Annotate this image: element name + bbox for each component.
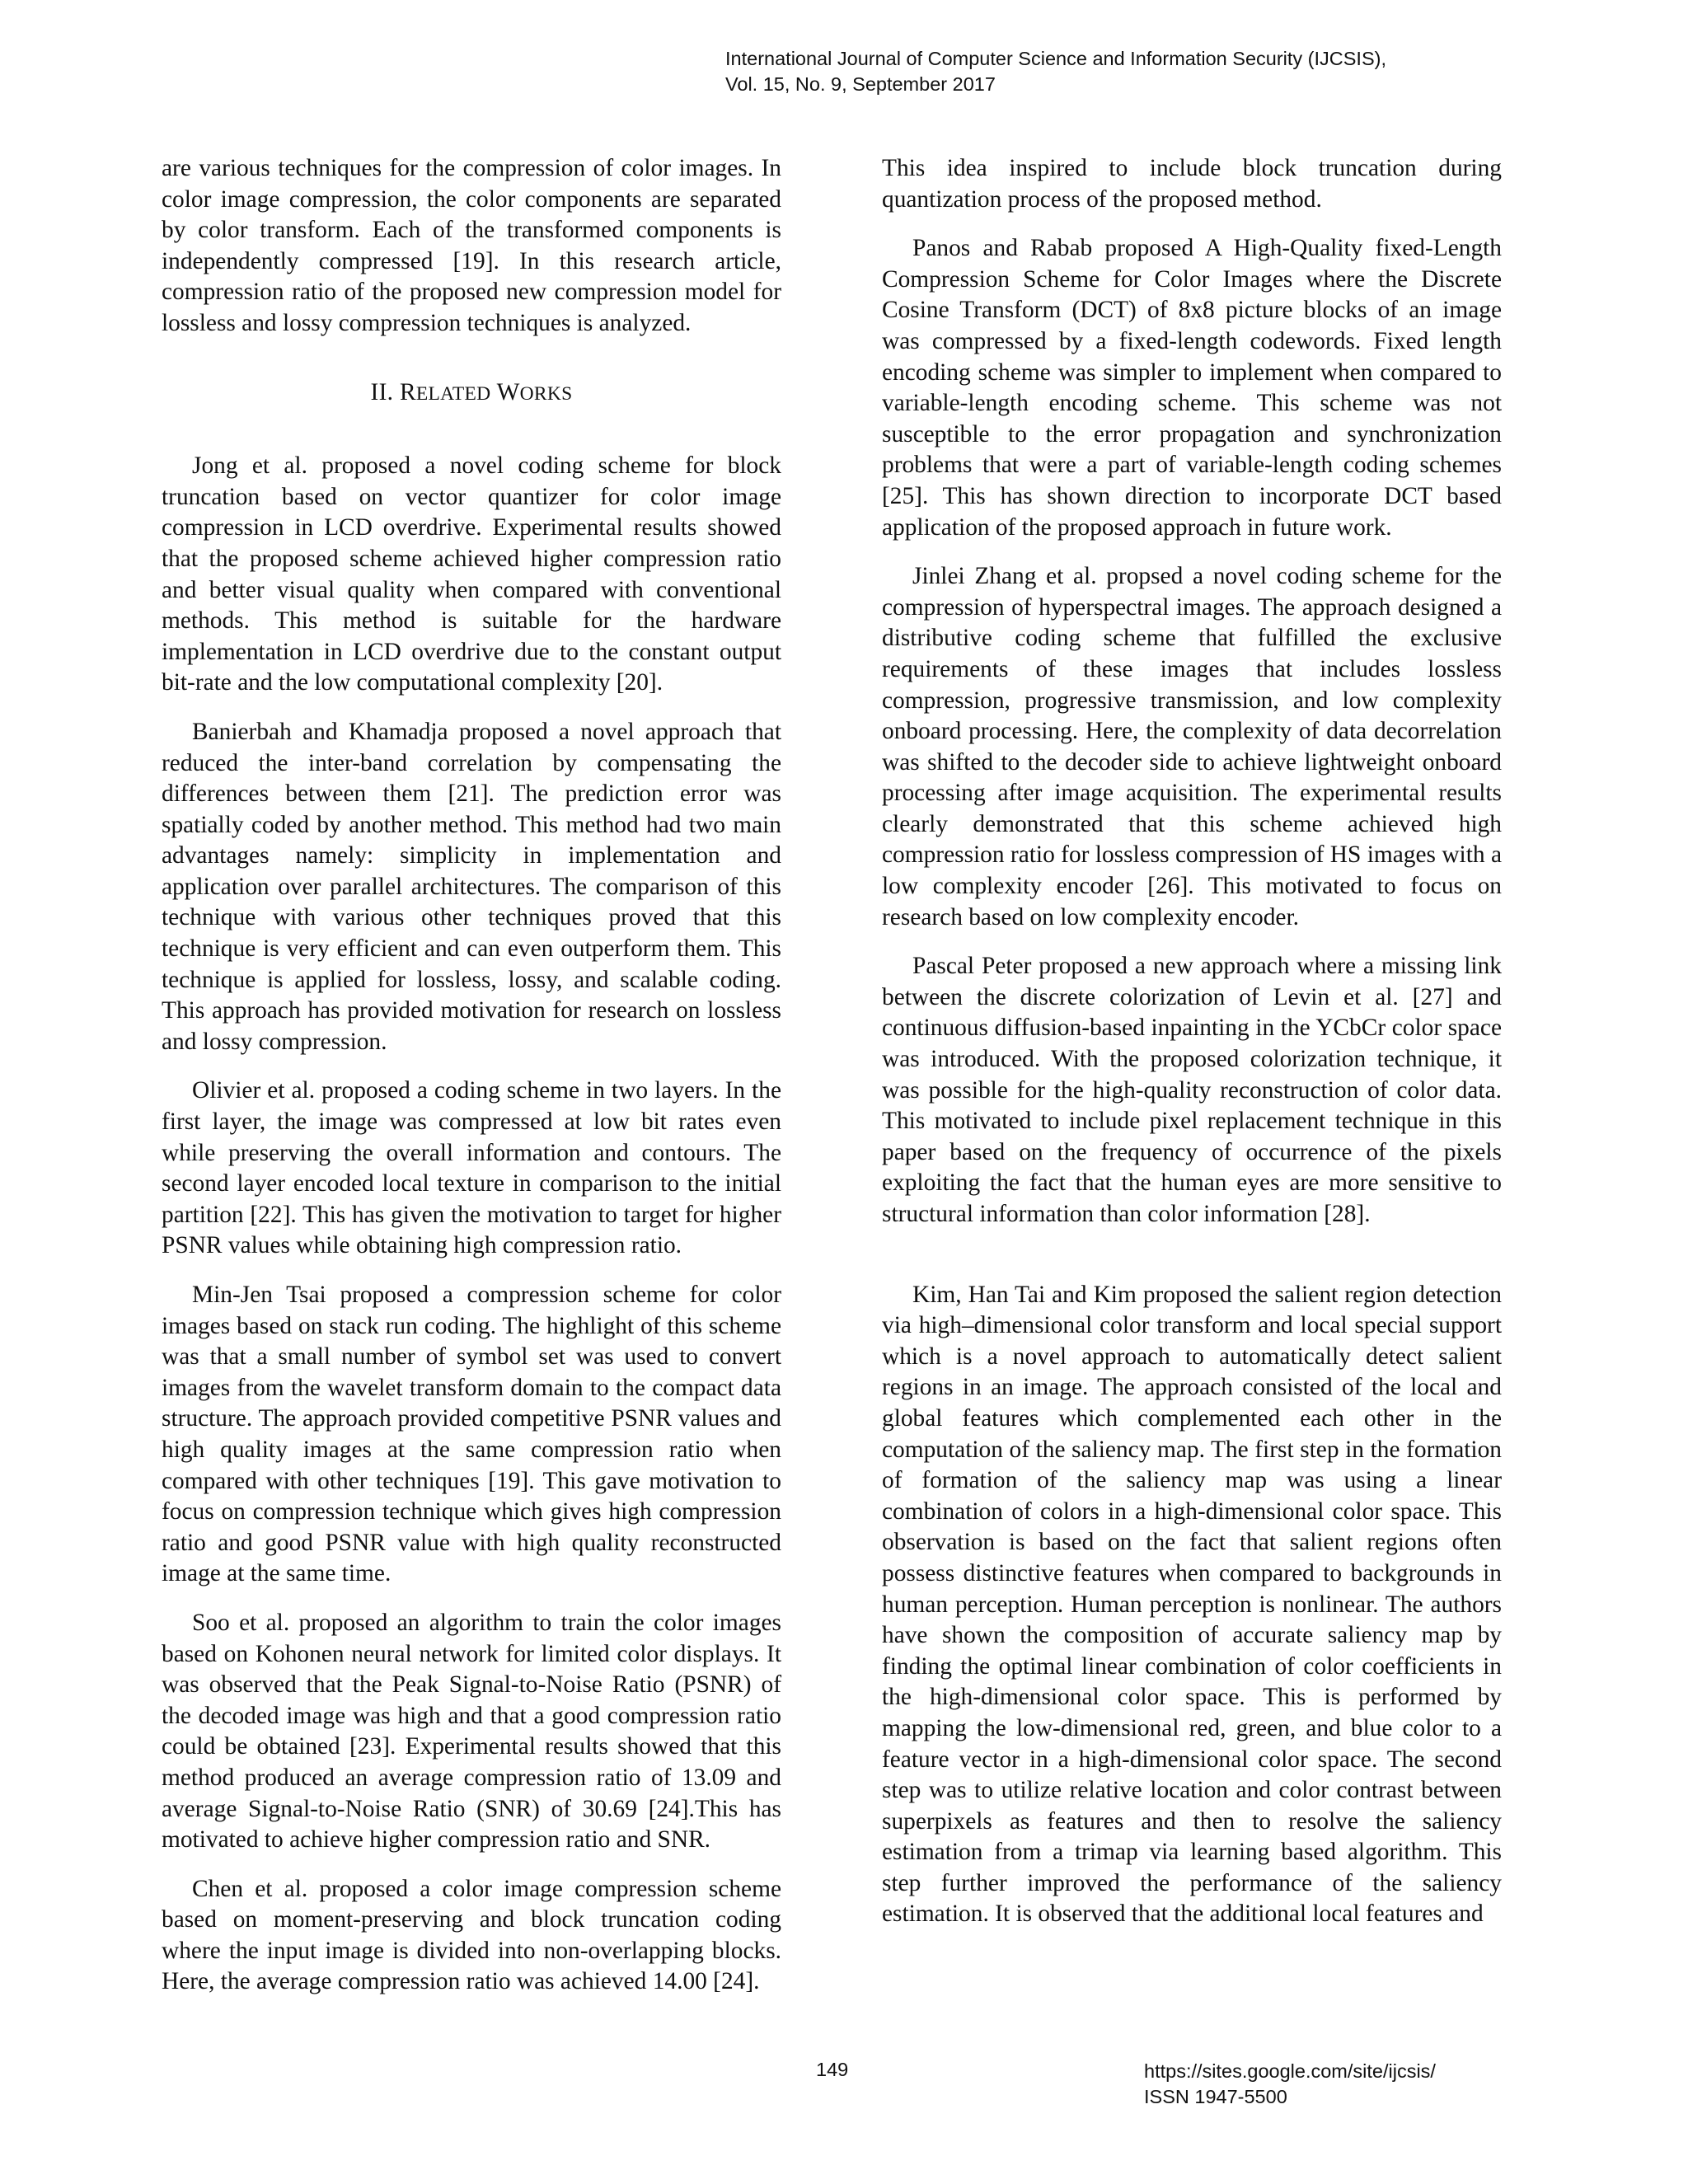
section-title-initial-1: R [399, 378, 416, 405]
paragraph-gap [882, 1249, 1502, 1280]
section-title-rest-1: ELATED [415, 382, 491, 405]
section-title-rest-2: ORKS [519, 382, 573, 405]
paragraph-banierbah: Banierbah and Khamadja proposed a novel approach that reduced the inter-band correlation by compensating the differences between them [21]. The prediction error was spatially coded by another method. This method had two main advantages namely: simplicity in implementation and application over parallel architectures. The comparison of this technique with various other techniques proved that this technique is very efficient and can even outperform them. This technique is applied for lossless, lossy, and scalable coding. This approach has provided motivation for research on lossless and lossy compression. [162, 718, 781, 1055]
section-title-initial-2: W [496, 378, 520, 405]
paragraph-zhang: Jinlei Zhang et al. propsed a novel coding scheme for the compression of hyperspectral images. The approach designed a distributive coding scheme that fulfilled the exclusive requirements of these images that includes lossless compression, progressive transmission, and low complexity onboard processing. Here, the complexity of data decorrelation was shifted to the decoder side to achieve lightweight onboard processing after image acquisition. The experimental results clearly demonstrated that this scheme achieved high compression ratio for lossless compression of HS images with a low complexity encoder [26]. This motivated to focus on research based on low complexity encoder. [882, 563, 1502, 930]
journal-header [725, 46, 1550, 97]
journal-volume-line: Vol. 15, No. 9, September 2017 [725, 73, 996, 95]
paragraph-kim: Kim, Han Tai and Kim proposed the salient region detection via high–dimensional color transform and local special support which is a novel approach to automatically detect salient regions in an image. The approach consisted of the local and global features which complemented each other in the computation of the saliency map. The first step in the formation of formation of the saliency map was using a linear combination of colors in a high-dimensional color space. This observation is based on the fact that salient regions often possess distinctive features when compared to backgrounds in human perception. Human perception is nonlinear. The authors have shown the composition of accurate saliency map by finding the optimal linear combination of color coefficients in the high-dimensional color space. This is performed by mapping the low-dimensional red, green, and blue color to a feature vector in a high-dimensional color space. The second step was to utilize relative location and color contrast between superpixels as features and then to resolve the saliency estimation from a trimap via learning based algorithm. This step further improved the performance of the saliency estimation. It is observed that the additional local features and [882, 1281, 1502, 1928]
intro-paragraph: are various techniques for the compression of color images. In color image compression, the color components are separated by color transform. Each of the transformed components is independently compressed [19]. In this research article, compression ratio of the proposed new compression model for lossless and lossy compression techniques is analyzed. [162, 155, 781, 336]
right-column [882, 153, 1502, 1948]
journal-title-line: International Journal of Computer Science and Information Security (IJCSIS), [725, 48, 1386, 69]
paragraph-jong: Jong et al. proposed a novel coding scheme for block truncation based on vector quantizer for color image compression in LCD overdrive. Experimental results showed that the proposed scheme achieved higher compression ratio and better visual quality when compared with conventional methods. This method is suitable for the hardware implementation in LCD overdrive due to the constant output bit-rate and the low computational complexity [20]. [162, 452, 781, 696]
paragraph-panos: Panos and Rabab proposed A High-Quality fixed-Length Compression Scheme for Color Images where the Discrete Cosine Transform (DCT) of 8x8 picture blocks of an image was compressed by a fixed-length codewords. Fixed length encoding scheme was simpler to implement when compared to variable-length encoding scheme. This scheme was not susceptible to the error propagation and synchronization problems that were a part of variable-length coding schemes [25]. This has shown direction to incorporate DCT based application of the proposed approach in future work. [882, 235, 1502, 541]
issn: ISSN 1947-5500 [1144, 2086, 1287, 2107]
paragraph-chen: Chen et al. proposed a color image compression scheme based on moment-preserving and block truncation coding where the input image is divided into non-overlapping blocks. Here, the average compression ratio was achieved 14.00 [24]. [162, 1875, 781, 1995]
paragraph-tsai: Min-Jen Tsai proposed a compression scheme for color images based on stack run coding. The highlight of this scheme was that a small number of symbol set was used to convert images from the wavelet transform domain to the compact data structure. The approach provided competitive PSNR values and high quality images at the same compression ratio when compared with other techniques [19]. This gave motivation to focus on compression technique which gives high compression ratio and good PSNR value with high quality reconstructed image at the same time. [162, 1282, 781, 1587]
section-number: II. [370, 378, 394, 405]
section-title [400, 379, 573, 405]
page-number: 149 [816, 2059, 849, 2080]
footer-info [1144, 2059, 1436, 2110]
section-heading [162, 377, 781, 410]
continuation-paragraph: This idea inspired to include block truncation during quantization process of the proposed method. [882, 155, 1502, 213]
left-column [162, 153, 781, 2016]
paragraph-peter: Pascal Peter proposed a new approach where a missing link between the discrete colorization of Levin et al. [27] and continuous diffusion-based inpainting in the YCbCr color space was introduced. With the proposed colorization technique, it was possible for the high-quality reconstruction of color data. This motivated to include pixel replacement technique in this paper based on the frequency of occurrence of the pixels exploiting the fact that the human eyes are more sensitive to structural information than color information [28]. [882, 953, 1502, 1227]
paragraph-olivier: Olivier et al. proposed a coding scheme in two layers. In the first layer, the image was compressed at low bit rates even while preserving the overall information and contours. The second layer encoded local texture in comparison to the initial partition [22]. This has given the motivation to target for higher PSNR values while obtaining high compression ratio. [162, 1077, 781, 1259]
journal-url: https://sites.google.com/site/ijcsis/ [1144, 2060, 1436, 2082]
paragraph-soo: Soo et al. proposed an algorithm to train the color images based on Kohonen neural network for limited color displays. It was observed that the Peak Signal-to-Noise Ratio (PSNR) of the decoded image was high and that a good compression ratio could be obtained [23]. Experimental results showed that this method produced an average compression ratio of 13.09 and average Signal-to-Noise Ratio (SNR) of 30.69 [24].This has motivated to achieve higher compression ratio and SNR. [162, 1609, 781, 1854]
